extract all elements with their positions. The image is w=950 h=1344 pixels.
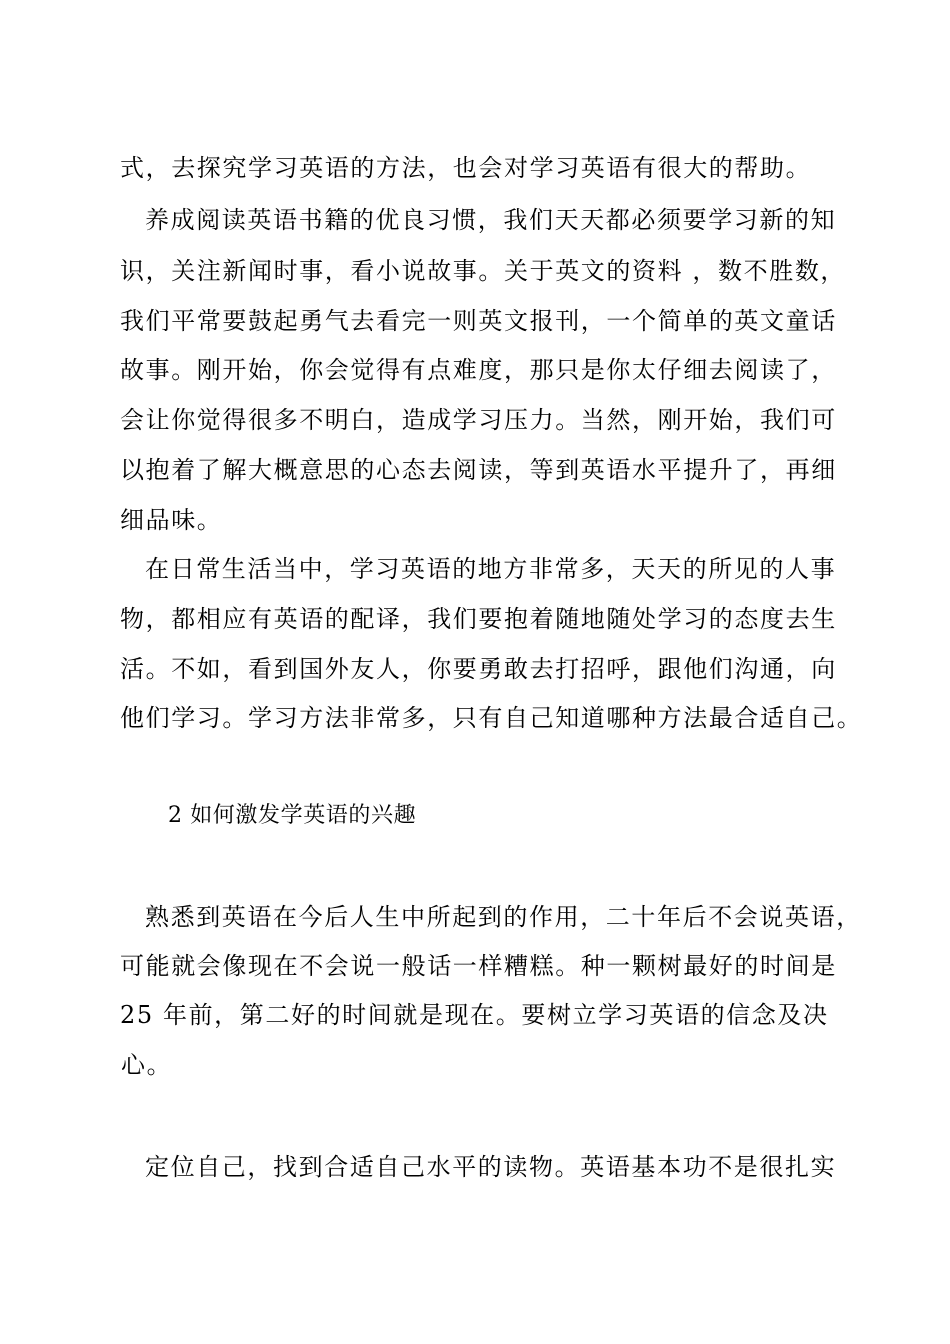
text-line: 在日常生活当中，学习英语的地方非常多，天天的所见的人事 <box>145 555 837 583</box>
text-line: 会让你觉得很多不明白，造成学习压力。当然，刚开始，我们可 <box>120 406 837 434</box>
text-line: 识，关注新闻时事，看小说故事。关于英文的资料 ，数不胜数， <box>120 257 847 285</box>
text-line: 我们平常要鼓起勇气去看完一则英文报刊，一个简单的英文童话 <box>120 307 837 335</box>
text-line: 定位自己，找到合适自己水平的读物。英语基本功不是很扎实 <box>145 1153 837 1181</box>
text-line: 式，去探究学习英语的方法，也会对学习英语有很大的帮助。 <box>120 154 812 182</box>
text-line: 熟悉到英语在今后人生中所起到的作用，二十年后不会说英语， <box>145 903 862 931</box>
text-line: 25 年前，第二好的时间就是现在。要树立学习英语的信念及决 <box>120 1001 829 1029</box>
text-line: 物，都相应有英语的配译，我们要抱着随地随处学习的态度去生 <box>120 605 837 633</box>
text-line: 可能就会像现在不会说一般话一样糟糕。种一颗树最好的时间是 <box>120 952 837 980</box>
text-line: 养成阅读英语书籍的优良习惯，我们天天都必须要学习新的知 <box>145 206 837 234</box>
text-line: 心。 <box>121 1051 173 1079</box>
section-heading: 2 如何激发学英语的兴趣 <box>168 803 417 828</box>
text-line: 故事。刚开始，你会觉得有点难度，那只是你太仔细去阅读了， <box>120 356 837 384</box>
text-line: 细品味。 <box>120 506 223 534</box>
text-line: 以抱着了解大概意思的心态去阅读，等到英语水平提升了，再细 <box>120 456 837 484</box>
text-line: 活。不如，看到国外友人，你要勇敢去打招呼，跟他们沟通，向 <box>120 655 837 683</box>
text-line: 他们学习。学习方法非常多，只有自己知道哪种方法最合适自己。 <box>120 704 863 732</box>
